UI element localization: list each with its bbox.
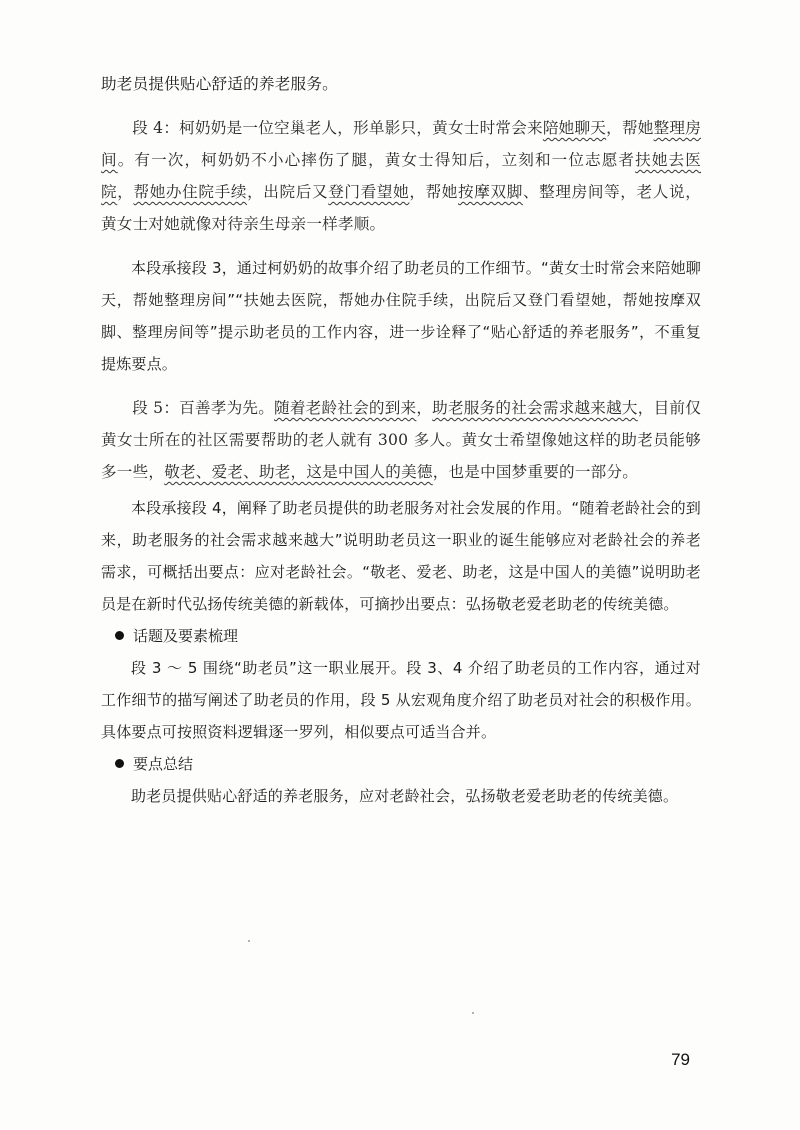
text-run: ，出院后又 bbox=[247, 183, 329, 201]
analysis-paragraph-4: 本段承接段 4，阐释了助老员提供的助老服务对社会发展的作用。“随着老龄社会的到来，助老服务的社会需求越来越大”说明助老员这一职业的诞生能够应对老龄社会的养老需求，可概括出要点：应对老龄社会。“敬老、爱老、助老，这是中国人的美德”说明助老员是在新时代弘扬传统美德的新载体，可摘抄出要点：弘扬敬老爱老助老的传统美德。 bbox=[101, 499, 701, 613]
scan-speck bbox=[248, 940, 250, 942]
section-heading-summary bbox=[101, 748, 701, 780]
section-heading-topics bbox=[101, 620, 701, 652]
text-run: ， bbox=[117, 183, 134, 201]
text-run: 、整理房间等，老人说，黄女士对她就像对待亲生母亲一样孝顺。 bbox=[101, 183, 701, 233]
page-number: 79 bbox=[671, 1050, 690, 1069]
summary-paragraph: 助老员提供贴心舒适的养老服务，应对老龄社会，弘扬敬老爱老助老的传统美德。 bbox=[131, 787, 679, 805]
marked-phrase: 敬老、爱老、助老，这是中国人的美德 bbox=[164, 463, 433, 481]
bullet-icon bbox=[115, 631, 124, 640]
text-run: ，目前仅黄女士所在的社区需要帮助的老人就有 300 多人。黄女士希望像她这样的助老员能够多一些， bbox=[101, 399, 701, 481]
text-run: 段 4：柯奶奶是一位空巢老人，形单影只，黄女士时常会来 bbox=[132, 119, 543, 137]
marked-phrase: 整理房间 bbox=[101, 119, 701, 169]
marked-phrase: 助老服务的社会需求越来越大 bbox=[432, 399, 638, 417]
marked-phrase: 按摩双脚 bbox=[458, 183, 523, 201]
bullet-icon bbox=[115, 759, 124, 768]
source-paragraph-4 bbox=[101, 112, 701, 240]
heading-text: 要点总结 bbox=[133, 755, 194, 773]
marked-phrase: 陪她聊天 bbox=[542, 119, 607, 137]
heading-text: 话题及要素梳理 bbox=[133, 627, 239, 645]
continued-line: 助老员提供贴心舒适的养老服务。 bbox=[101, 75, 338, 93]
document-body bbox=[101, 68, 701, 812]
scan-speck bbox=[472, 1012, 474, 1014]
marked-phrase: 扶她去医院 bbox=[101, 151, 702, 201]
analysis-paragraph-3: 本段承接段 3，通过柯奶奶的故事介绍了助老员的工作细节。“黄女士时常会来陪她聊天，帮她整理房间”“扶她去医院，帮她办住院手续，出院后又登门看望她，帮她按摩双脚、整理房间等”提示助老员的工作内容，进一步诠释了“贴心舒适的养老服务”，不重复提炼要点。 bbox=[101, 259, 701, 373]
text-run: ， bbox=[416, 399, 433, 417]
source-paragraph-5 bbox=[101, 392, 701, 488]
marked-phrase: 登门看望她 bbox=[328, 183, 410, 201]
text-run: 段 5：百善孝为先。 bbox=[132, 399, 275, 417]
marked-phrase: 随着老龄社会的到来 bbox=[274, 399, 417, 417]
marked-phrase: 帮她办住院手续 bbox=[133, 183, 248, 201]
text-run: ，帮她 bbox=[606, 119, 654, 137]
text-run: ，也是中国梦重要的一部分。 bbox=[432, 463, 639, 481]
text-run: 。有一次，柯奶奶不小心摔伤了腿，黄女士得知后，立刻和一位志愿者 bbox=[117, 151, 636, 169]
topics-paragraph: 段 3 ～ 5 围绕“助老员”这一职业展开。段 3、4 介绍了助老员的工作内容，通过对工作细节的描写阐述了助老员的作用，段 5 从宏观角度介绍了助老员对社会的积极作用。具体要点可按照资料逻辑逐一罗列，相似要点可适当合并。 bbox=[101, 659, 701, 741]
text-run: ，帮她 bbox=[409, 183, 459, 201]
